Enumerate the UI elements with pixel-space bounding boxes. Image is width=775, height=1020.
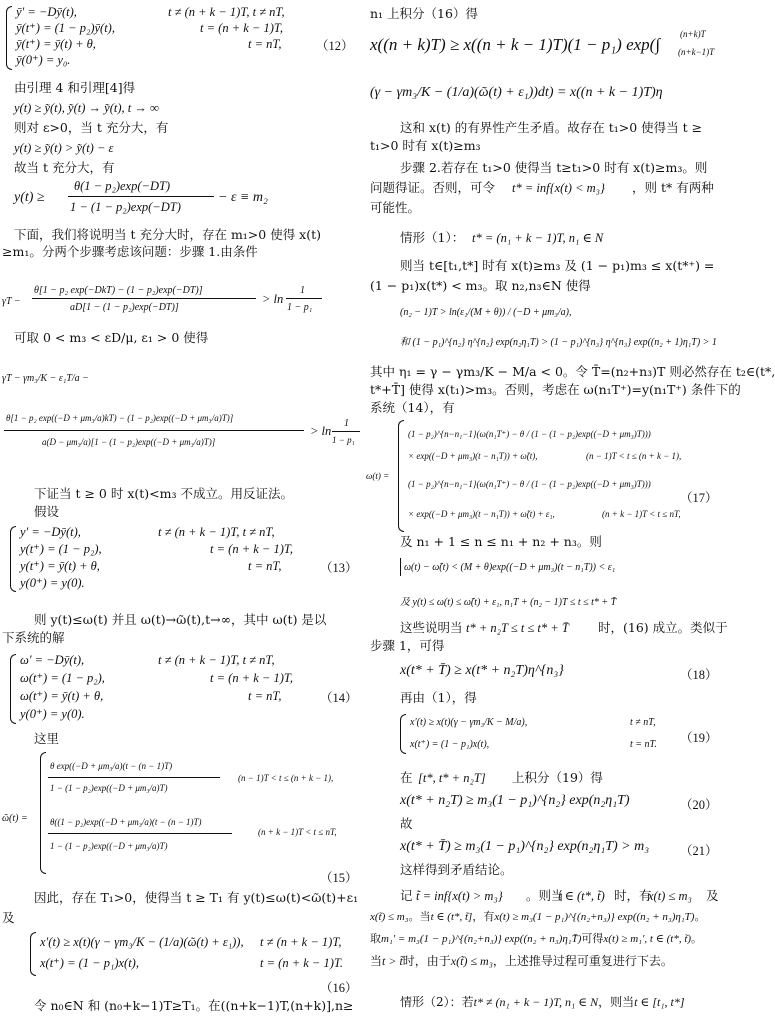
right-text-eta1-def-3: 系统（14），有 bbox=[370, 400, 455, 415]
equation-number-21: （21） bbox=[680, 844, 718, 858]
right-text-integrate-19-pre: 在 bbox=[400, 770, 413, 785]
condition2-ln-denominator: 1 − p₁ bbox=[332, 435, 355, 445]
right-text-obtain: 可得 bbox=[581, 932, 604, 945]
equation-number-15: （15） bbox=[320, 871, 358, 885]
sys13-line3-cond: t = nT, bbox=[248, 559, 282, 573]
sys14-line3-lhs: ω(t⁺) = ȳ(t) + θ, bbox=[20, 689, 104, 703]
condition1-ln-numerator: 1 bbox=[300, 285, 305, 296]
sys12-line1-cond: t ≠ (n + k − 1)T, t ≠ nT, bbox=[168, 5, 285, 19]
sys13-line1-cond: t ≠ (n + k − 1)T, t ≠ nT, bbox=[158, 525, 275, 539]
omega-17-case2-condition: (n + k − 1)T < t ≤ nT, bbox=[602, 509, 681, 519]
brace-omega-tilde bbox=[40, 752, 46, 874]
omega-tilde-case2-numerator: θ((1 − p₂)exp((−D + μm₃/a)(t − (n − 1)T) bbox=[50, 817, 202, 827]
left-text-epsilon: 则对 ε>0，当 t 充分大，有 bbox=[14, 120, 169, 135]
right-text-again-by-1: 再由（1），得 bbox=[400, 690, 477, 705]
equation-number-19: （19） bbox=[680, 731, 718, 745]
right-text-integrate-19-post: 上积分（19）得 bbox=[512, 770, 603, 785]
integral-inequality-line1: x((n + k)T) ≥ x((n + k − 1)T)(1 − p₁) exp(∫ bbox=[370, 35, 660, 54]
sys16-line1-lhs: x′(t) ≥ x(t)(γ − γm₃/K − (1/a)(ῶ(t) + ε₁)), bbox=[40, 935, 244, 949]
left-text-omega-def-2: 下系统的解 bbox=[2, 630, 65, 645]
abs-bar-left bbox=[400, 558, 401, 576]
right-text-period-2: 。 bbox=[691, 932, 703, 945]
sys14-line2-lhs: ω(t⁺) = (1 − p₂), bbox=[20, 671, 105, 685]
sys14-line2-cond: t = (n + k − 1)T, bbox=[210, 671, 294, 685]
right-text-case2-when: ，则当 bbox=[598, 995, 635, 1009]
condition1-denominator: aD[1 − (1 − p₂)exp(−DT)] bbox=[70, 302, 179, 313]
equation-number-13: （13） bbox=[320, 561, 358, 575]
sys13-line3-lhs: y(t⁺) = ȳ(t) + θ, bbox=[20, 559, 100, 573]
sys14-line4: y(0⁺) = y(0). bbox=[20, 707, 85, 721]
right-math-lower-bound: x(t) ≥ m₃(1 − p₁)^{(n₂+n₃)} exp((n₂ + n₃)η₁T) bbox=[494, 911, 695, 923]
right-math-n2-condition: (n₂ − 1)T > ln(ε₁/(M + θ)) / (−D + μm₃/a), bbox=[400, 307, 572, 318]
right-text-period: 。 bbox=[694, 910, 706, 923]
left-text-omega-def-1: 则 y(t)≤ω(t) 并且 ω(t)→ῶ(t),t→∞，其中 ω(t) 是以 bbox=[34, 612, 327, 627]
equation-number-12: （12） bbox=[316, 39, 354, 53]
right-math-xttilde-le-m3: x(t̃) ≤ m₃ bbox=[370, 911, 409, 923]
condition1-ln-denominator: 1 − p₁ bbox=[287, 302, 313, 313]
right-text-eta1-def-2: t*+T̄] 使得 x(t₁)>m₃。否则，考虑在 ω(n₁T⁺)=y(n₁T⁺) 条件下的 bbox=[370, 382, 741, 397]
right-math-omega-diff: ω(t) − ω̃(t) < (M + θ)exp((−D + μm₃)(t − n₁T)) < ε₁ bbox=[404, 562, 616, 573]
left-text-lemma: 由引理 4 和引理[4]得 bbox=[14, 80, 136, 95]
brace-system-12 bbox=[6, 6, 12, 70]
omega-tilde-case2-condition: (n + k − 1)T < t ≤ nT, bbox=[258, 827, 337, 837]
sys19-line1-lhs: x′(t) ≥ x(t)(γ − γm₃/K − M/a), bbox=[410, 717, 528, 728]
sys19-line2-lhs: x(t⁺) = (1 − p₁)x(t), bbox=[410, 739, 490, 750]
sys12-line2-lhs: ȳ(t⁺) = (1 − p₂)ȳ(t), bbox=[16, 21, 115, 35]
left-text-contradiction: 下证当 t ≥ 0 时 x(t)<m₃ 不成立。用反证法。 bbox=[34, 486, 293, 501]
right-math-case2-interval: t ∈ [t₁, t*] bbox=[634, 995, 685, 1009]
omega-17-case2-line1: (1 − p₂)^{n−n₁−1}(ω(n₁T⁺) − θ / (1 − (1 − p₂)exp((−D + μm₃)T))) bbox=[408, 479, 651, 489]
right-text-n-range: 及 n₁ + 1 ≤ n ≤ n₁ + n₂ + n₃。则 bbox=[400, 534, 602, 549]
right-math-xttilde-le-m3-2: x(t̃) ≤ m₃ bbox=[450, 954, 493, 968]
sys12-line1-lhs: ȳ′ = −Dȳ(t), bbox=[16, 5, 77, 19]
brace-system-13 bbox=[10, 526, 16, 592]
integral-upper-limit: (n+k)T bbox=[680, 29, 706, 39]
omega-17-case1-condition: (n − 1)T < t ≤ (n + k − 1), bbox=[586, 451, 682, 461]
right-text-holds-post: 时，(16) 成立。类似于 bbox=[598, 620, 728, 635]
m2-def-denominator: 1 − (1 − p₂)exp(−DT) bbox=[70, 200, 181, 214]
condition1-numerator: θ[1 − p₂ exp(−DkT) − (1 − p₂)exp(−DT)] bbox=[34, 285, 203, 296]
sys19-line1-cond: t ≠ nT, bbox=[630, 717, 656, 728]
condition1-rhs: > ln bbox=[262, 292, 284, 306]
right-text-integrate-16: n₁ 上积分（16）得 bbox=[370, 6, 478, 21]
brace-system-17 bbox=[398, 420, 404, 532]
m2-def-numerator: θ(1 − p₂)exp(−DT) bbox=[74, 179, 171, 193]
right-line-repeat bbox=[370, 952, 724, 970]
right-text-case1-body-1: 则当 t∈[t₁,t*] 时有 x(t)≥m₃ 及 (1 − p₁)m₃ ≤ x(t*⁺) = bbox=[400, 258, 715, 273]
omega-17-case1-line2: × exp((−D + μm₃)(t − n₁T)) + ω̃(t), bbox=[408, 451, 538, 461]
m2-def-fraction-bar bbox=[68, 196, 214, 197]
brace-system-14 bbox=[10, 654, 16, 724]
equation-number-20: （20） bbox=[680, 798, 718, 812]
left-text-step-intro-2: ≥m₁。分两个步骤考虑该问题：步骤 1.由条件 bbox=[2, 244, 258, 259]
right-text-step2-1: 步骤 2.若存在 t₁>0 使得当 t≥t₁>0 时有 x(t)≥m₃。则 bbox=[400, 160, 708, 175]
right-text-have: 时，有 bbox=[614, 888, 652, 903]
sys14-line1-lhs: ω′ = −Dȳ(t), bbox=[20, 653, 85, 667]
right-text-take: 取 bbox=[370, 932, 381, 945]
omega-tilde-case1-denominator: 1 − (1 − p₂)exp((−D + μm₃/a)T) bbox=[50, 783, 168, 793]
left-text-and: 及 bbox=[2, 910, 15, 925]
right-text-have-2: ，有 bbox=[472, 910, 495, 923]
right-text-eta1-def-1: 其中 η₁ = γ − γm₃/K − M/a < 0。令 T̄=(n₂+n₃)T 则必然存在 t₂∈(t*, bbox=[370, 364, 775, 379]
right-math-case2: t* ≠ (n₁ + k − 1)T, n₁ ∈ N bbox=[473, 995, 599, 1009]
omega-tilde-case2-bar bbox=[48, 833, 232, 834]
right-math-n3-condition: 和 (1 − p₁)^{n₂} η^{n₂} exp(n₂η₁T) > (1 − p₁)^{n₃} η^{n₃} exp((n₂ + 1)η₁T) > 1 bbox=[400, 337, 717, 348]
right-math-t-gt-ttilde: t > t̃ bbox=[382, 954, 403, 968]
right-line-lower-bound bbox=[370, 908, 724, 926]
omega-17-case2-line2: × exp((−D + μm₃)(t − n₁T)) + ω̃(t) + ε₁, bbox=[408, 509, 555, 519]
m2-def-lhs: y(t) ≥ bbox=[14, 190, 45, 205]
condition1-fraction-bar bbox=[32, 298, 256, 299]
right-math-m1-prime-def: m₁′ = m₃(1 − p₁)^{(n₂+n₃)} exp((n₂ + n₃)η₁T̄) bbox=[381, 933, 582, 945]
condition2-ln-bar bbox=[332, 431, 360, 432]
condition1-ln-bar bbox=[286, 298, 322, 299]
omega-tilde-lhs: ῶ(t) = bbox=[2, 813, 28, 824]
sys13-line4: y(0⁺) = y(0). bbox=[20, 576, 85, 590]
equation-number-14: （14） bbox=[320, 691, 358, 705]
left-text-assume: 假设 bbox=[34, 504, 60, 519]
omega-17-case1-line1: (1 − p₂)^{n−n₁−1}(ω(n₁T⁺) − θ / (1 − (1 − p₂)exp((−D + μm₃)T))) bbox=[408, 429, 651, 439]
left-column bbox=[0, 0, 362, 1020]
right-math-t-range: t ∈ (t*, t̃) bbox=[558, 889, 605, 903]
right-math-18: x(t* + T̄) ≥ x(t* + n₂T)η^{n₃} bbox=[400, 663, 564, 678]
left-text-exists-T1: 因此，存在 T₁>0，使得当 t ≥ T₁ 有 y(t)≤ω(t)<ῶ(t)+ε₁ bbox=[34, 890, 359, 905]
brace-system-16 bbox=[30, 932, 36, 976]
right-math-x-le-m3: x(t) ≤ m₃ bbox=[648, 889, 692, 903]
right-text-contradiction-bounded-1: 这和 x(t) 的有界性产生矛盾。故存在 t₁>0 使得当 t ≥ bbox=[400, 120, 703, 135]
equation-number-17: （17） bbox=[680, 491, 718, 505]
equation-number-16: （16） bbox=[320, 981, 358, 995]
left-text-here: 这里 bbox=[34, 731, 60, 746]
right-text-and: 及 bbox=[706, 888, 719, 903]
condition2-rhs: > ln bbox=[310, 424, 332, 438]
right-text-step2-3: 可能性。 bbox=[370, 200, 421, 215]
sys12-line3-lhs: ȳ(t⁺) = ȳ(t) + θ, bbox=[16, 37, 96, 51]
m2-def-rhs: − ε ≡ m₂ bbox=[218, 190, 268, 205]
right-math-21: x(t* + T̄) ≥ m₃(1 − p₁)^{n₂} exp(n₂η₁T) > m₃ bbox=[400, 839, 650, 854]
sys12-line4: ȳ(0⁺) = y₀. bbox=[16, 53, 71, 67]
omega-tilde-case1-numerator: θ exp((−D + μm₃/a)(t − (n − 1)T) bbox=[50, 761, 173, 771]
right-math-case1: t* = (n₁ + k − 1)T, n₁ ∈ N bbox=[472, 231, 604, 245]
omega-tilde-case1-bar bbox=[48, 777, 220, 778]
integral-lower-limit: (n+k−1)T bbox=[678, 47, 715, 57]
right-text-when-3: 当 bbox=[370, 954, 383, 968]
left-text-step-intro-1: 下面，我们将说明当 t 充分大时，存在 m₁>0 使得 x(t) bbox=[14, 227, 322, 242]
left-text-therefore: 故当 t 充分大，有 bbox=[14, 160, 115, 175]
sys13-line2-cond: t = (n + k − 1)T, bbox=[210, 542, 294, 556]
right-column bbox=[362, 0, 775, 1020]
condition2-numerator: θ[1 − p₂ exp((−D + μm₃/a)kT) − (1 − p₂)exp((−D + μm₃/a)T)] bbox=[6, 413, 234, 423]
left-math-limit: y(t) ≥ y͂(t), y͂(t) → y͂(t), t → ∞ bbox=[14, 101, 159, 115]
right-text-contradiction-conclusion: 这样得到矛盾结论。 bbox=[400, 862, 513, 877]
right-text-similar-step1: 步骤 1，可得 bbox=[370, 638, 445, 653]
right-math-tstar-inf: t* = inf{x(t) < m₃} bbox=[512, 181, 606, 195]
integral-inequality-line2: (γ − γm₃/K − (1/a)(ῶ(t) + ε₁))dt) = x((n + k − 1)T)η bbox=[370, 85, 663, 100]
right-line-case2 bbox=[400, 992, 724, 1012]
omega-17-lhs: ω(t) = bbox=[366, 471, 390, 481]
equation-number-18: （18） bbox=[680, 668, 718, 682]
brace-system-19 bbox=[400, 714, 406, 754]
right-text-when: 。则当 bbox=[526, 888, 564, 903]
condition1-lhs: γT − bbox=[2, 296, 21, 307]
sys13-line2-lhs: y(t⁺) = (1 − p₂), bbox=[20, 542, 102, 556]
sys16-line2-cond: t = (n + k − 1)T. bbox=[260, 956, 344, 970]
right-text-case1-body-2: (1 − p₁)x(t*) < m₃。取 n₂,n₃∈N 使得 bbox=[370, 278, 591, 293]
left-text-integrate-interval: 令 n₀∈N 和 (n₀+k−1)T≥T₁。在((n+k−1)T,(n+k)],n≥ bbox=[34, 998, 354, 1013]
condition2-ln-numerator: 1 bbox=[344, 418, 349, 429]
right-math-holds-range: t* + n₂T ≤ t ≤ t* + T̄ bbox=[466, 621, 569, 635]
sys14-line1-cond: t ≠ (n + k − 1)T, t ≠ nT, bbox=[158, 653, 275, 667]
right-math-t-range-2: t ∈ (t*, t̃] bbox=[430, 911, 473, 923]
right-text-case2-label: 情形（2）：若 bbox=[400, 995, 474, 1009]
right-text-so: 故 bbox=[400, 816, 413, 831]
right-text-since: 时，由于 bbox=[402, 954, 451, 968]
sys12-line2-cond: t = (n + k − 1)T, bbox=[200, 21, 284, 35]
right-math-interval: [t*, t* + n₂T] bbox=[418, 771, 486, 785]
right-text-case1-label: 情形（1）： bbox=[400, 230, 465, 245]
sys19-line2-cond: t = nT. bbox=[630, 739, 657, 750]
condition2-denominator: a(D − μm₃/a)[1 − (1 − p₂)exp((−D + μm₃/a)T)] bbox=[42, 437, 216, 447]
sys16-line2-lhs: x(t⁺) = (1 − p₁)x(t), bbox=[40, 956, 139, 970]
sys14-line3-cond: t = nT, bbox=[248, 689, 282, 703]
sys16-line1-cond: t ≠ (n + k − 1)T, bbox=[260, 935, 342, 949]
right-text-holds-pre: 这些说明当 bbox=[400, 620, 463, 635]
right-text-step2-2-post: ，则 t* 有两种 bbox=[632, 180, 714, 195]
sys12-line3-cond: t = nT, bbox=[248, 37, 282, 51]
right-text-step2-2-pre: 问题得证。否则，可令 bbox=[370, 180, 496, 195]
right-text-contradiction-bounded-2: t₁>0 时有 x(t)≥m₃ bbox=[370, 138, 481, 153]
left-text-choose-m3: 可取 0 < m₃ < εD/μ, ε₁ > 0 使得 bbox=[14, 330, 209, 345]
right-text-repeat: ，上述推导过程可重复进行下去。 bbox=[492, 954, 673, 968]
sys13-line1-lhs: y′ = −Dȳ(t), bbox=[20, 525, 81, 539]
left-math-inequality: y(t) ≥ y͂(t) > y͂(t) − ε bbox=[14, 141, 114, 155]
right-math-20: x(t* + n₂T) ≥ m₃(1 − p₁)^{n₂} exp(n₂η₁T) bbox=[400, 793, 630, 808]
right-text-when-2: 。当 bbox=[408, 910, 431, 923]
right-text-denote: 记 bbox=[400, 888, 413, 903]
condition2-fraction-bar bbox=[4, 430, 304, 431]
right-math-y-bound: 及 y(t) ≤ ω(t) ≤ ω̃(t) + ε₁, n₁T + (n₂ − 1)T ≤ t ≤ t* + T̄ bbox=[400, 597, 617, 608]
right-math-x-ge-m1-prime: x(t) ≥ m₁′, t ∈ (t*, t̃) bbox=[603, 933, 692, 945]
omega-tilde-case1-condition: (n − 1)T < t ≤ (n + k − 1), bbox=[238, 773, 334, 783]
omega-tilde-case2-denominator: 1 − (1 − p₂)exp((−D + μm₃/a)T) bbox=[50, 841, 168, 851]
right-math-ttilde: t̃ = inf{x(t) > m₃} bbox=[416, 889, 503, 903]
condition2-lead: γT − γm₃/K − ε₁T/a − bbox=[2, 373, 89, 384]
right-line-m1-prime bbox=[370, 930, 724, 948]
